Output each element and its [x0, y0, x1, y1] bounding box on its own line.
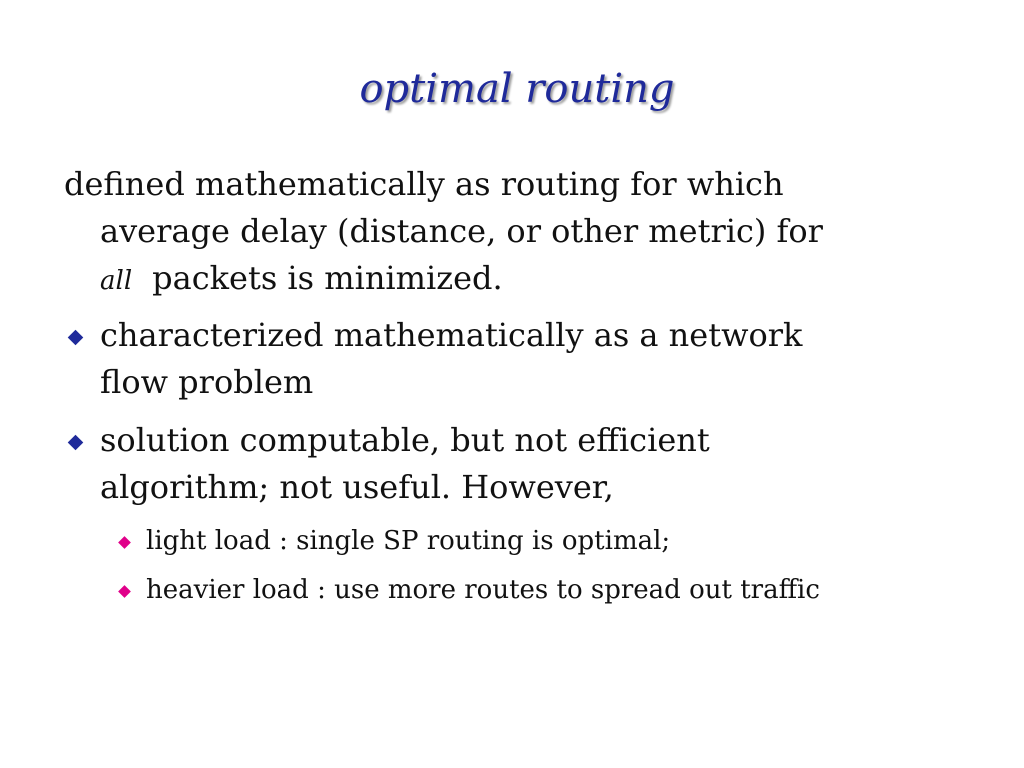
diamond-bullet-icon	[68, 435, 84, 451]
bullet-item	[100, 312, 802, 406]
intro-line-3-text: packets is minimized.	[152, 259, 503, 297]
slide-title: optimal routing	[359, 66, 675, 112]
sub-bullet-item: light load : single SP routing is optimal;	[146, 526, 671, 556]
diamond-sub-bullet-icon	[118, 585, 131, 598]
intro-line-2: average delay (distance, or other metric) for	[100, 212, 823, 250]
diamond-sub-bullet-icon	[118, 536, 131, 549]
intro-line-3	[64, 255, 823, 305]
bullet-line: flow problem	[100, 363, 314, 401]
intro-paragraph	[64, 161, 823, 305]
bullet-item	[100, 417, 710, 511]
bullet-line: solution computable, but not efficient	[100, 421, 710, 459]
sub-bullet-item: heavier load : use more routes to spread out traffic	[146, 575, 820, 605]
bullet-line: algorithm; not useful. However,	[100, 468, 614, 506]
bullet-line: characterized mathematically as a network	[100, 316, 803, 354]
diamond-bullet-icon	[68, 330, 84, 346]
intro-emphasis: all	[100, 266, 133, 296]
intro-line-1: defined mathematically as routing for which	[64, 165, 784, 203]
